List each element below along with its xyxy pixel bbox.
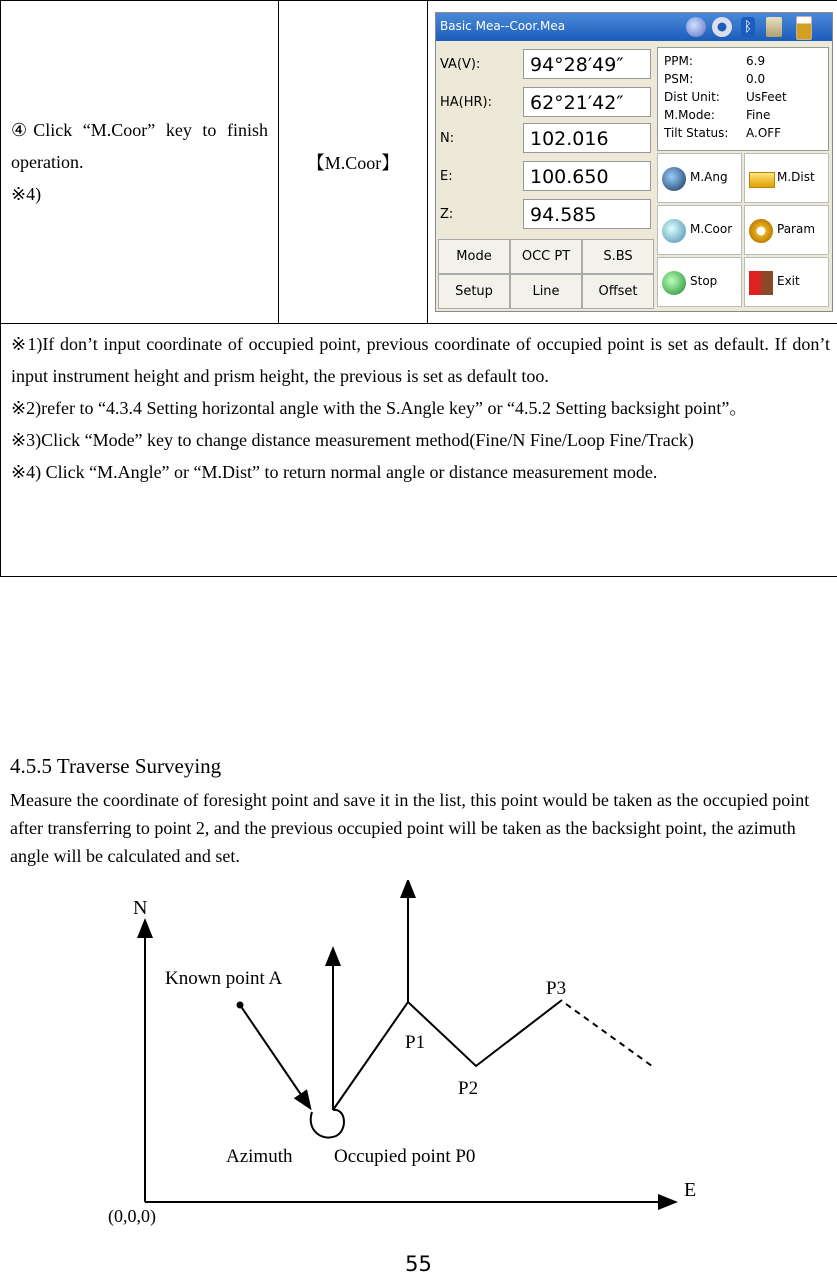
step-note-ref: ※4) xyxy=(11,184,42,204)
param-gears-icon xyxy=(749,219,773,243)
note-4: ※4) Click “M.Angle” or “M.Dist” to return normal angle or distance measurement mode. xyxy=(11,462,658,482)
page-number: 55 xyxy=(405,1252,432,1276)
status-info-panel xyxy=(657,47,829,151)
setup-button[interactable]: Setup xyxy=(438,274,510,309)
m-dist-label: M.Dist xyxy=(777,170,815,184)
traverse-diagram xyxy=(0,880,837,1230)
info-value-dist-unit: UsFeet xyxy=(746,90,787,104)
param-button[interactable] xyxy=(744,205,829,255)
step-row xyxy=(1,1,837,324)
ha-value: 62°21′42″ xyxy=(523,87,651,117)
signal-icon[interactable] xyxy=(766,17,782,37)
e-axis-label: E xyxy=(684,1179,697,1201)
param-label: Param xyxy=(777,222,816,236)
info-key-psm: PSM: xyxy=(664,72,694,86)
p3-label: P3 xyxy=(546,978,567,999)
step-key: 【M.Coor】 xyxy=(306,153,400,173)
angle-icon xyxy=(662,167,686,191)
traverse-path xyxy=(333,1000,562,1110)
exit-button[interactable] xyxy=(744,257,829,307)
screen-title: Basic Mea--Coor.Mea xyxy=(440,19,566,33)
notes-cell xyxy=(1,324,837,577)
instruction-table xyxy=(0,0,837,577)
notes-row xyxy=(1,324,837,577)
stop-button[interactable] xyxy=(657,257,742,307)
info-value-tilt: A.OFF xyxy=(746,126,782,140)
mode-button[interactable]: Mode xyxy=(438,239,510,274)
info-value-psm: 0.0 xyxy=(746,72,766,86)
a-to-p0-line xyxy=(240,1005,306,1102)
p1-label: P1 xyxy=(405,1032,426,1053)
info-key-ppm: PPM: xyxy=(664,54,693,68)
n-axis-label: N xyxy=(133,897,148,919)
z-label: Z: xyxy=(440,207,454,222)
m-ang-button[interactable] xyxy=(657,153,742,203)
bluetooth-icon[interactable]: ᛒ xyxy=(741,17,755,37)
note-2: ※2)refer to “4.3.4 Setting horizontal angle with the S.Angle key” or “4.5.2 Setting backsight point”。 xyxy=(11,398,748,418)
ha-label: HA(HR): xyxy=(440,95,492,110)
step-screen-cell xyxy=(428,1,837,324)
step-key-cell xyxy=(279,1,428,324)
n-value: 102.016 xyxy=(523,123,651,153)
m-coor-button[interactable] xyxy=(657,205,742,255)
info-key-mode: M.Mode: xyxy=(664,108,715,122)
offset-button[interactable]: Offset xyxy=(582,274,654,309)
note-3: ※3)Click “Mode” key to change distance measurement method(Fine/N Fine/Loop Fine/Track) xyxy=(11,430,694,450)
exit-icon xyxy=(749,271,773,295)
line-button[interactable]: Line xyxy=(510,274,582,309)
info-value-ppm: 6.9 xyxy=(746,54,766,68)
device-screen xyxy=(435,12,833,312)
traverse-continuation xyxy=(566,1004,652,1066)
section-paragraph: Measure the coordinate of foresight point and save it in the list, this point would be taken as the occupied point after transferring to point 2, and the previous occupied point will be taken as the backsight point, the azimuth angle will be calculated and set. xyxy=(10,790,810,866)
va-value: 94°28′49″ xyxy=(523,49,651,79)
m-dist-button[interactable] xyxy=(744,153,829,203)
occ-pt-button[interactable]: OCC PT xyxy=(510,239,582,274)
z-value: 94.585 xyxy=(523,199,651,229)
azimuth-arc xyxy=(311,1110,344,1138)
sbs-button[interactable]: S.BS xyxy=(582,239,654,274)
stop-label: Stop xyxy=(690,274,718,288)
note-1: ※1)If don’t input coordinate of occupied point, previous coordinate of occupied point is set as default. If don’t input instrument height and prism height, the previous is set as default too. xyxy=(11,334,830,386)
distance-icon xyxy=(749,172,775,188)
exit-label: Exit xyxy=(777,274,800,288)
occupied-point-label: Occupied point P0 xyxy=(334,1146,476,1167)
step-instruction: ④Click “M.Coor” key to finish operation. xyxy=(11,120,268,172)
info-key-dist-unit: Dist Unit: xyxy=(664,90,720,104)
e-label: E: xyxy=(440,169,453,184)
va-label: VA(V): xyxy=(440,57,481,72)
info-value-mode: Fine xyxy=(746,108,771,122)
m-ang-label: M.Ang xyxy=(690,170,728,184)
step-description-cell xyxy=(1,1,279,324)
info-key-tilt: Tilt Status: xyxy=(664,126,729,140)
n-label: N: xyxy=(440,131,455,146)
p2-label: P2 xyxy=(458,1078,479,1099)
screen-titlebar xyxy=(436,13,832,41)
known-point-label: Known point A xyxy=(165,968,283,989)
globe-icon[interactable] xyxy=(686,17,706,37)
azimuth-label: Azimuth xyxy=(226,1146,293,1167)
origin-label: (0,0,0) xyxy=(108,1206,156,1226)
stop-icon xyxy=(662,271,686,295)
section-title: 4.5.5 Traverse Surveying xyxy=(10,754,222,778)
notes xyxy=(1,324,837,576)
e-value: 100.650 xyxy=(523,161,651,191)
step-description xyxy=(1,114,278,210)
battery-icon[interactable] xyxy=(796,16,812,40)
gear-icon[interactable] xyxy=(712,17,732,37)
coordinate-icon xyxy=(662,219,686,243)
m-coor-label: M.Coor xyxy=(690,222,733,236)
